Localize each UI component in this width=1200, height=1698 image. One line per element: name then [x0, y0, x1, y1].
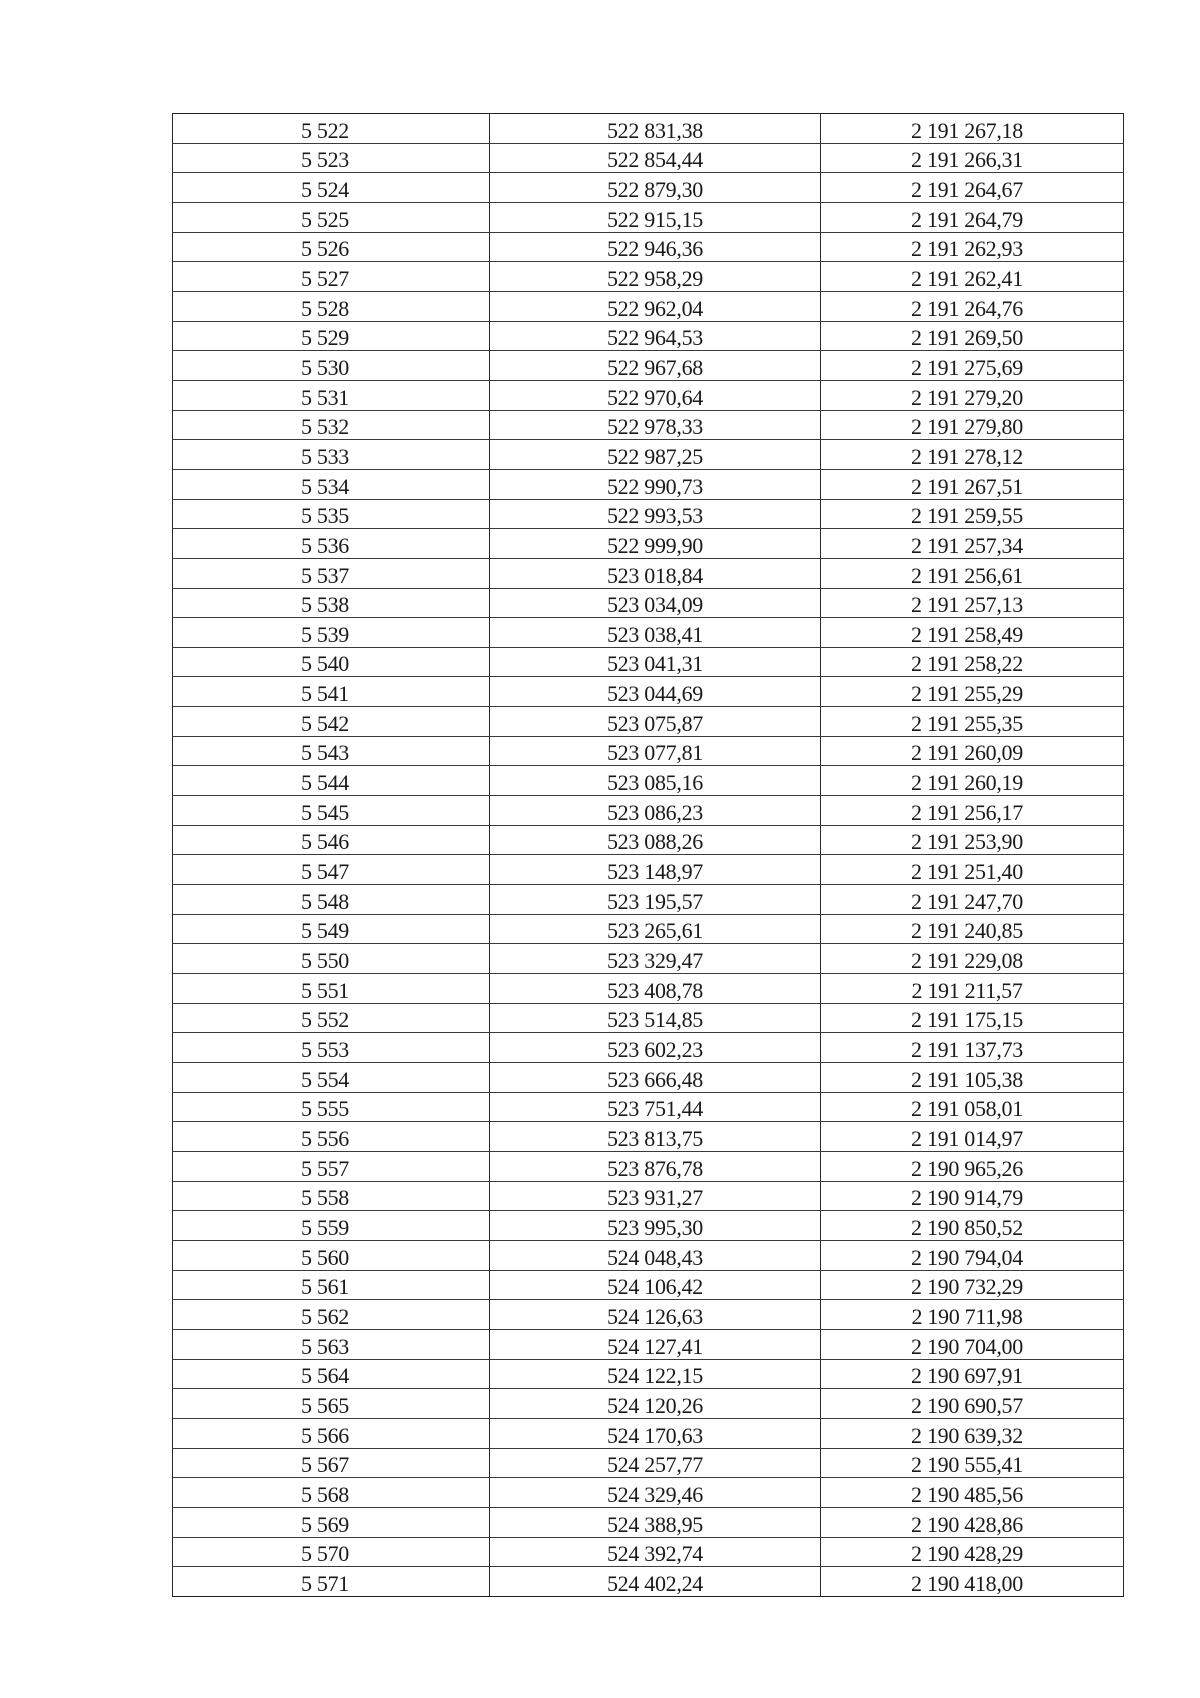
y-coordinate-cell: 2 191 260,19	[821, 766, 1124, 796]
y-coordinate-cell: 2 190 697,91	[821, 1359, 1124, 1389]
table-row	[173, 647, 1124, 677]
table-row	[173, 618, 1124, 648]
table-row	[173, 1122, 1124, 1152]
point-number-cell: 5 568	[173, 1478, 490, 1508]
x-coordinate-cell: 524 106,42	[490, 1270, 821, 1300]
y-coordinate-cell: 2 191 240,85	[821, 914, 1124, 944]
point-number-cell: 5 549	[173, 914, 490, 944]
x-coordinate-cell: 523 044,69	[490, 677, 821, 707]
y-coordinate-cell: 2 191 279,20	[821, 380, 1124, 410]
x-coordinate-cell: 523 876,78	[490, 1151, 821, 1181]
point-number-cell: 5 557	[173, 1151, 490, 1181]
point-number-cell: 5 531	[173, 380, 490, 410]
y-coordinate-cell: 2 191 255,29	[821, 677, 1124, 707]
x-coordinate-cell: 523 813,75	[490, 1122, 821, 1152]
coordinates-table-body	[173, 114, 1124, 1597]
y-coordinate-cell: 2 191 058,01	[821, 1092, 1124, 1122]
x-coordinate-cell: 523 018,84	[490, 558, 821, 588]
y-coordinate-cell: 2 191 014,97	[821, 1122, 1124, 1152]
x-coordinate-cell: 522 967,68	[490, 351, 821, 381]
x-coordinate-cell: 522 831,38	[490, 114, 821, 144]
x-coordinate-cell: 522 999,90	[490, 529, 821, 559]
table-row	[173, 143, 1124, 173]
x-coordinate-cell: 522 993,53	[490, 499, 821, 529]
x-coordinate-cell: 524 048,43	[490, 1240, 821, 1270]
y-coordinate-cell: 2 191 278,12	[821, 440, 1124, 470]
point-number-cell: 5 567	[173, 1448, 490, 1478]
table-row	[173, 380, 1124, 410]
point-number-cell: 5 550	[173, 944, 490, 974]
point-number-cell: 5 534	[173, 469, 490, 499]
x-coordinate-cell: 524 120,26	[490, 1389, 821, 1419]
point-number-cell: 5 538	[173, 588, 490, 618]
y-coordinate-cell: 2 191 258,49	[821, 618, 1124, 648]
y-coordinate-cell: 2 191 247,70	[821, 885, 1124, 915]
table-row	[173, 1537, 1124, 1567]
table-row	[173, 1240, 1124, 1270]
x-coordinate-cell: 522 978,33	[490, 410, 821, 440]
y-coordinate-cell: 2 191 258,22	[821, 647, 1124, 677]
x-coordinate-cell: 523 995,30	[490, 1211, 821, 1241]
x-coordinate-cell: 523 038,41	[490, 618, 821, 648]
point-number-cell: 5 571	[173, 1567, 490, 1597]
y-coordinate-cell: 2 190 914,79	[821, 1181, 1124, 1211]
table-row	[173, 1181, 1124, 1211]
point-number-cell: 5 548	[173, 885, 490, 915]
y-coordinate-cell: 2 191 259,55	[821, 499, 1124, 529]
point-number-cell: 5 553	[173, 1033, 490, 1063]
y-coordinate-cell: 2 191 229,08	[821, 944, 1124, 974]
table-row	[173, 1151, 1124, 1181]
point-number-cell: 5 556	[173, 1122, 490, 1152]
table-row	[173, 1478, 1124, 1508]
table-row	[173, 736, 1124, 766]
table-row	[173, 558, 1124, 588]
point-number-cell: 5 542	[173, 707, 490, 737]
y-coordinate-cell: 2 191 267,18	[821, 114, 1124, 144]
table-row	[173, 410, 1124, 440]
point-number-cell: 5 536	[173, 529, 490, 559]
y-coordinate-cell: 2 190 732,29	[821, 1270, 1124, 1300]
point-number-cell: 5 566	[173, 1418, 490, 1448]
x-coordinate-cell: 522 879,30	[490, 173, 821, 203]
x-coordinate-cell: 523 666,48	[490, 1063, 821, 1093]
point-number-cell: 5 535	[173, 499, 490, 529]
table-row	[173, 1003, 1124, 1033]
y-coordinate-cell: 2 191 256,61	[821, 558, 1124, 588]
x-coordinate-cell: 523 329,47	[490, 944, 821, 974]
point-number-cell: 5 555	[173, 1092, 490, 1122]
table-row	[173, 440, 1124, 470]
table-row	[173, 1359, 1124, 1389]
point-number-cell: 5 554	[173, 1063, 490, 1093]
y-coordinate-cell: 2 191 264,67	[821, 173, 1124, 203]
table-row	[173, 885, 1124, 915]
point-number-cell: 5 537	[173, 558, 490, 588]
y-coordinate-cell: 2 190 711,98	[821, 1300, 1124, 1330]
table-row	[173, 202, 1124, 232]
y-coordinate-cell: 2 191 256,17	[821, 796, 1124, 826]
x-coordinate-cell: 523 041,31	[490, 647, 821, 677]
point-number-cell: 5 551	[173, 974, 490, 1004]
point-number-cell: 5 539	[173, 618, 490, 648]
y-coordinate-cell: 2 191 257,13	[821, 588, 1124, 618]
x-coordinate-cell: 523 931,27	[490, 1181, 821, 1211]
table-row	[173, 529, 1124, 559]
x-coordinate-cell: 523 088,26	[490, 825, 821, 855]
y-coordinate-cell: 2 191 260,09	[821, 736, 1124, 766]
y-coordinate-cell: 2 190 428,86	[821, 1507, 1124, 1537]
x-coordinate-cell: 522 964,53	[490, 321, 821, 351]
x-coordinate-cell: 524 127,41	[490, 1329, 821, 1359]
point-number-cell: 5 570	[173, 1537, 490, 1567]
x-coordinate-cell: 523 265,61	[490, 914, 821, 944]
table-row	[173, 1448, 1124, 1478]
table-row	[173, 499, 1124, 529]
x-coordinate-cell: 522 987,25	[490, 440, 821, 470]
y-coordinate-cell: 2 190 485,56	[821, 1478, 1124, 1508]
table-row	[173, 351, 1124, 381]
y-coordinate-cell: 2 190 428,29	[821, 1537, 1124, 1567]
x-coordinate-cell: 522 958,29	[490, 262, 821, 292]
point-number-cell: 5 526	[173, 232, 490, 262]
y-coordinate-cell: 2 191 137,73	[821, 1033, 1124, 1063]
table-row	[173, 1418, 1124, 1448]
point-number-cell: 5 545	[173, 796, 490, 826]
y-coordinate-cell: 2 191 262,93	[821, 232, 1124, 262]
table-row	[173, 825, 1124, 855]
table-row	[173, 1092, 1124, 1122]
point-number-cell: 5 547	[173, 855, 490, 885]
y-coordinate-cell: 2 191 175,15	[821, 1003, 1124, 1033]
point-number-cell: 5 525	[173, 202, 490, 232]
table-row	[173, 766, 1124, 796]
table-row	[173, 321, 1124, 351]
y-coordinate-cell: 2 190 555,41	[821, 1448, 1124, 1478]
table-row	[173, 1033, 1124, 1063]
table-row	[173, 1211, 1124, 1241]
x-coordinate-cell: 524 388,95	[490, 1507, 821, 1537]
x-coordinate-cell: 524 257,77	[490, 1448, 821, 1478]
x-coordinate-cell: 523 195,57	[490, 885, 821, 915]
point-number-cell: 5 532	[173, 410, 490, 440]
x-coordinate-cell: 523 034,09	[490, 588, 821, 618]
point-number-cell: 5 543	[173, 736, 490, 766]
x-coordinate-cell: 522 915,15	[490, 202, 821, 232]
table-row	[173, 291, 1124, 321]
x-coordinate-cell: 522 962,04	[490, 291, 821, 321]
x-coordinate-cell: 524 170,63	[490, 1418, 821, 1448]
y-coordinate-cell: 2 191 269,50	[821, 321, 1124, 351]
point-number-cell: 5 529	[173, 321, 490, 351]
y-coordinate-cell: 2 191 264,79	[821, 202, 1124, 232]
x-coordinate-cell: 522 854,44	[490, 143, 821, 173]
table-row	[173, 707, 1124, 737]
x-coordinate-cell: 523 075,87	[490, 707, 821, 737]
table-row	[173, 1567, 1124, 1597]
y-coordinate-cell: 2 191 279,80	[821, 410, 1124, 440]
point-number-cell: 5 530	[173, 351, 490, 381]
table-row	[173, 796, 1124, 826]
x-coordinate-cell: 523 077,81	[490, 736, 821, 766]
point-number-cell: 5 559	[173, 1211, 490, 1241]
y-coordinate-cell: 2 191 262,41	[821, 262, 1124, 292]
point-number-cell: 5 565	[173, 1389, 490, 1419]
table-row	[173, 114, 1124, 144]
table-row	[173, 173, 1124, 203]
table-row	[173, 677, 1124, 707]
table-row	[173, 944, 1124, 974]
point-number-cell: 5 528	[173, 291, 490, 321]
table-row	[173, 855, 1124, 885]
point-number-cell: 5 544	[173, 766, 490, 796]
x-coordinate-cell: 523 408,78	[490, 974, 821, 1004]
table-row	[173, 914, 1124, 944]
x-coordinate-cell: 523 751,44	[490, 1092, 821, 1122]
point-number-cell: 5 560	[173, 1240, 490, 1270]
table-row	[173, 1389, 1124, 1419]
table-row	[173, 469, 1124, 499]
y-coordinate-cell: 2 190 850,52	[821, 1211, 1124, 1241]
coordinates-table	[172, 113, 1124, 1597]
x-coordinate-cell: 524 329,46	[490, 1478, 821, 1508]
y-coordinate-cell: 2 190 794,04	[821, 1240, 1124, 1270]
point-number-cell: 5 522	[173, 114, 490, 144]
point-number-cell: 5 523	[173, 143, 490, 173]
x-coordinate-cell: 524 402,24	[490, 1567, 821, 1597]
y-coordinate-cell: 2 190 418,00	[821, 1567, 1124, 1597]
y-coordinate-cell: 2 191 266,31	[821, 143, 1124, 173]
point-number-cell: 5 540	[173, 647, 490, 677]
x-coordinate-cell: 523 085,16	[490, 766, 821, 796]
table-row	[173, 974, 1124, 1004]
x-coordinate-cell: 522 990,73	[490, 469, 821, 499]
y-coordinate-cell: 2 190 690,57	[821, 1389, 1124, 1419]
point-number-cell: 5 552	[173, 1003, 490, 1033]
table-row	[173, 588, 1124, 618]
point-number-cell: 5 533	[173, 440, 490, 470]
y-coordinate-cell: 2 190 639,32	[821, 1418, 1124, 1448]
table-row	[173, 1300, 1124, 1330]
x-coordinate-cell: 523 086,23	[490, 796, 821, 826]
x-coordinate-cell: 522 970,64	[490, 380, 821, 410]
table-row	[173, 262, 1124, 292]
x-coordinate-cell: 524 392,74	[490, 1537, 821, 1567]
point-number-cell: 5 569	[173, 1507, 490, 1537]
x-coordinate-cell: 523 148,97	[490, 855, 821, 885]
table-row	[173, 1270, 1124, 1300]
x-coordinate-cell: 524 122,15	[490, 1359, 821, 1389]
table-row	[173, 1063, 1124, 1093]
table-row	[173, 1329, 1124, 1359]
x-coordinate-cell: 523 602,23	[490, 1033, 821, 1063]
point-number-cell: 5 527	[173, 262, 490, 292]
point-number-cell: 5 562	[173, 1300, 490, 1330]
table-row	[173, 1507, 1124, 1537]
y-coordinate-cell: 2 191 251,40	[821, 855, 1124, 885]
point-number-cell: 5 524	[173, 173, 490, 203]
point-number-cell: 5 563	[173, 1329, 490, 1359]
y-coordinate-cell: 2 191 267,51	[821, 469, 1124, 499]
x-coordinate-cell: 522 946,36	[490, 232, 821, 262]
y-coordinate-cell: 2 190 704,00	[821, 1329, 1124, 1359]
point-number-cell: 5 546	[173, 825, 490, 855]
y-coordinate-cell: 2 190 965,26	[821, 1151, 1124, 1181]
x-coordinate-cell: 524 126,63	[490, 1300, 821, 1330]
y-coordinate-cell: 2 191 105,38	[821, 1063, 1124, 1093]
y-coordinate-cell: 2 191 253,90	[821, 825, 1124, 855]
x-coordinate-cell: 523 514,85	[490, 1003, 821, 1033]
y-coordinate-cell: 2 191 211,57	[821, 974, 1124, 1004]
y-coordinate-cell: 2 191 275,69	[821, 351, 1124, 381]
y-coordinate-cell: 2 191 264,76	[821, 291, 1124, 321]
point-number-cell: 5 564	[173, 1359, 490, 1389]
y-coordinate-cell: 2 191 255,35	[821, 707, 1124, 737]
table-row	[173, 232, 1124, 262]
point-number-cell: 5 558	[173, 1181, 490, 1211]
point-number-cell: 5 561	[173, 1270, 490, 1300]
point-number-cell: 5 541	[173, 677, 490, 707]
y-coordinate-cell: 2 191 257,34	[821, 529, 1124, 559]
